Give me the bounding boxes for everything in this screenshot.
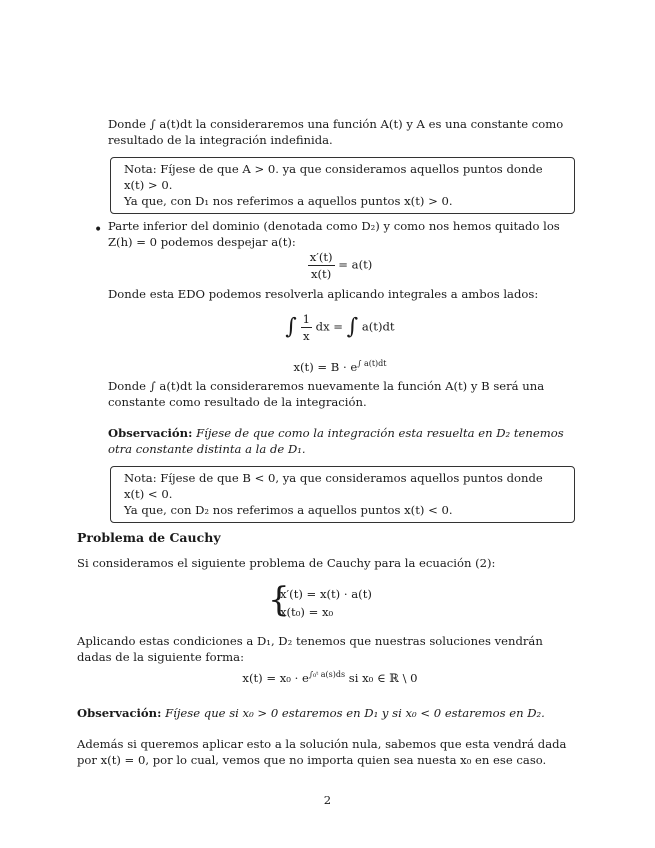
bullet-item-lower-domain: Parte inferior del dominio (denotada como D₂) y como nos hemos quitado los Z(h) = 0 podemos despejar a(t): xyxy=(108,219,560,249)
note-line: Nota: Fíjese de que B < 0, ya que consideramos aquellos puntos donde x(t) < 0. xyxy=(124,471,543,501)
equation-rhs: a(t)dt xyxy=(361,319,395,334)
paragraph-cauchy-intro: Si consideramos el siguiente problema de Cauchy para la ecuación (2): xyxy=(77,556,496,570)
equation-rhs: si x₀ ∈ ℝ \ 0 xyxy=(345,670,418,685)
exponent: ∫₀ᵗ a(s)ds xyxy=(308,670,346,679)
equation-lhs: x(t) = B · e xyxy=(293,359,358,374)
observation-sign xyxy=(77,705,580,721)
observation-label: Observación: xyxy=(77,706,162,720)
fraction-numerator: x′(t) xyxy=(309,250,333,264)
observation-label: Observación: xyxy=(108,426,193,440)
note-line: Nota: Fíjese de que A > 0. ya que consideramos aquellos puntos donde x(t) > 0. xyxy=(124,162,543,192)
equation-integrals xyxy=(250,311,430,344)
observation-d2 xyxy=(108,425,580,457)
paragraph-constant-b: Donde ∫ a(t)dt la consideraremos nuevamente la función A(t) y B será una constante como resultado de la integración. xyxy=(108,379,545,409)
equation-a-of-t xyxy=(280,249,400,282)
paragraph-apply-conditions: Aplicando estas condiciones a D₁, D₂ tenemos que nuestras soluciones vendrán dadas de la siguiente forma: xyxy=(77,634,543,664)
fraction xyxy=(308,249,335,282)
observation-text: Fíjese que si x₀ > 0 estaremos en D₁ y si x₀ < 0 estaremos en D₂. xyxy=(165,706,545,720)
system-line: x(t₀) = x₀ xyxy=(280,605,334,619)
section-title: Problema de Cauchy xyxy=(77,530,221,545)
system-brace: { xyxy=(268,580,290,620)
fraction-numerator: 1 xyxy=(302,312,310,326)
paragraph-integrate-both-sides: Donde esta EDO podemos resolverla aplicando integrales a ambos lados: xyxy=(108,287,539,301)
note-box-a-positive xyxy=(110,157,575,214)
equation-lhs: x(t) = x₀ · e xyxy=(242,670,309,685)
integral-sign: ∫ xyxy=(346,314,359,340)
system-line: x′(t) = x(t) · a(t) xyxy=(280,587,372,601)
bullet-marker: • xyxy=(94,222,103,238)
fraction-denominator: x xyxy=(303,329,310,343)
equation-middle: dx = xyxy=(315,319,344,334)
observation-text: Fíjese de que como la integración esta resuelta en D₂ tenemos otra constante distinta a la de D₁. xyxy=(108,426,564,456)
equation-solution-b xyxy=(250,356,430,375)
integral-sign: ∫ xyxy=(285,314,297,340)
exponent: ∫ a(t)dt xyxy=(357,359,387,368)
cauchy-system xyxy=(268,580,408,622)
note-line: Ya que, con D₂ nos referimos a aquellos puntos x(t) < 0. xyxy=(124,503,453,517)
equation-cauchy-solution xyxy=(200,667,460,686)
fraction-denominator: x(t) xyxy=(311,267,332,281)
equation-rhs: = a(t) xyxy=(338,257,373,272)
fraction xyxy=(301,311,312,344)
page-number: 2 xyxy=(323,793,332,807)
note-line: Ya que, con D₁ nos referimos a aquellos puntos x(t) > 0. xyxy=(124,194,453,208)
paragraph-null-solution: Además si queremos aplicar esto a la solución nula, sabemos que esta vendrá dada por x(t) = 0, por lo cual, vemos que no importa quien sea nuesta x₀ en ese caso. xyxy=(77,737,567,767)
note-box-b-negative xyxy=(110,466,575,523)
paragraph-constant-a: Donde ∫ a(t)dt la consideraremos una función A(t) y A es una constante como resultado de la integración indefinida. xyxy=(108,117,564,147)
